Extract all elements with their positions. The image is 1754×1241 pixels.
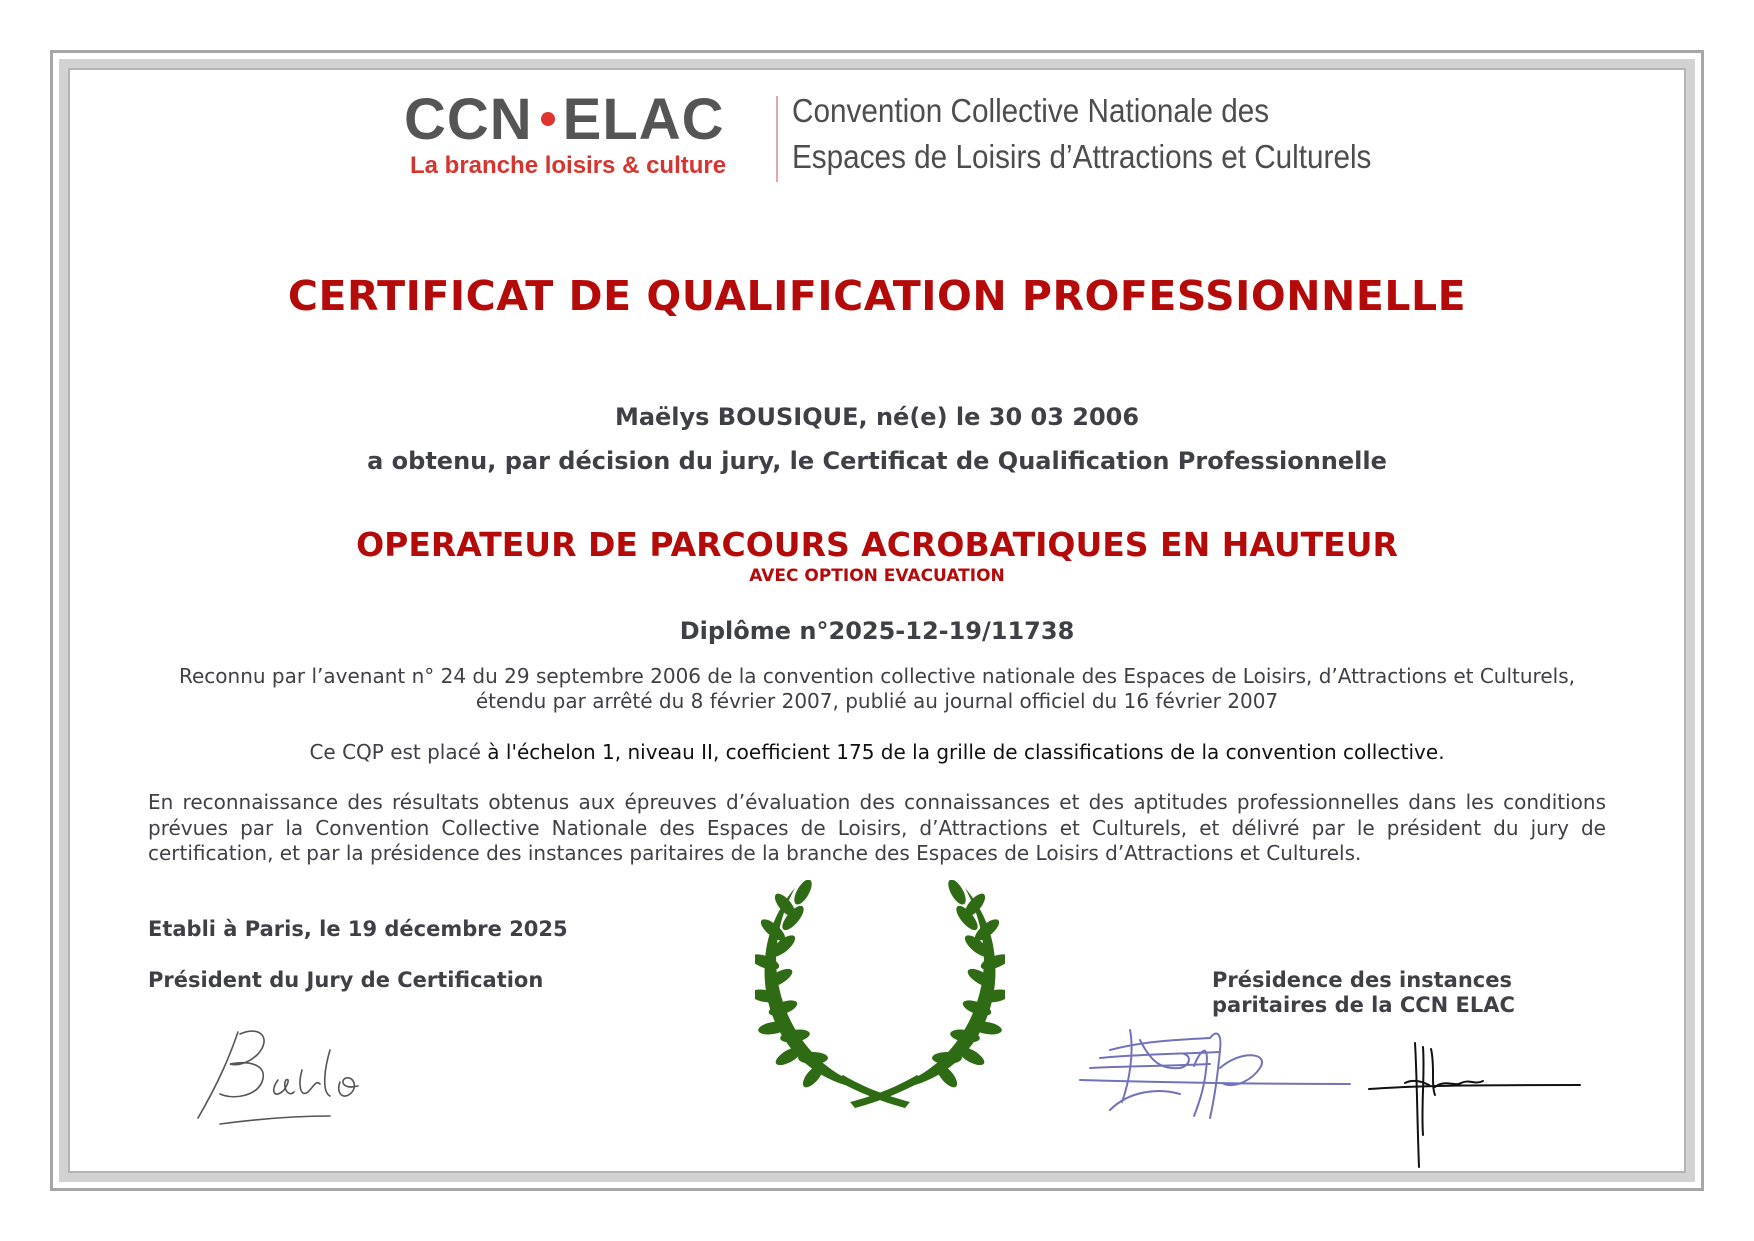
instances-stamp-signature xyxy=(1070,1010,1360,1140)
certificate-title: CERTIFICAT DE QUALIFICATION PROFESSIONNELLE xyxy=(287,272,1467,320)
holder-line: Maëlys BOUSIQUE, né(e) le 30 03 2006 xyxy=(614,403,1140,431)
jury-president-label: Président du Jury de Certification xyxy=(148,968,544,992)
qualification-option: AVEC OPTION EVACUATION xyxy=(749,566,1005,586)
ccn-elac-logo xyxy=(404,86,1372,186)
logo-separator xyxy=(776,96,778,182)
cqp-classification xyxy=(0,740,1754,764)
logo-brand xyxy=(404,86,725,153)
place-date: Etabli à Paris, le 19 décembre 2025 xyxy=(148,917,568,941)
laurel-wreath-icon xyxy=(755,880,1005,1110)
certificate-paragraph: En reconnaissance des résultats obtenus aux épreuves d’évaluation des connaissances et des aptitudes professionnelles dans les conditions prévues par la Convention Collective Nationale des Espaces de Loisirs, d’Attractions et Culturels, et délivré par le président du jury de certification, et par la présidence des instances paritaires de la branche des Espaces de Loisirs d’Attractions et Culturels. xyxy=(148,790,1606,865)
instances-label-line2: paritaires de la CCN ELAC xyxy=(1212,993,1515,1017)
cqp-prefix: Ce CQP est placé xyxy=(309,740,488,764)
recognition-line-2: étendu par arrêté du 8 février 2007, publié au journal officiel du 16 février 2007 xyxy=(475,689,1279,713)
logo-tagline: La branche loisirs & culture xyxy=(410,152,727,179)
cqp-level: à l'échelon 1, niveau II, coefficient 175 de la grille de classifications de la convention collective. xyxy=(487,740,1445,764)
logo-full-name-line1: Convention Collective Nationale des xyxy=(792,92,1270,129)
instances-president-signature xyxy=(1365,1035,1585,1175)
logo-dot-icon xyxy=(541,112,555,126)
logo-brand-right: ELAC xyxy=(562,87,725,152)
jury-president-signature xyxy=(190,1020,410,1135)
instances-label-line1: Présidence des instances xyxy=(1212,968,1512,992)
logo-full-name-line2: Espaces de Loisirs d’Attractions et Culturels xyxy=(792,138,1372,175)
logo-brand-left: CCN xyxy=(404,87,533,152)
qualification-title: OPERATEUR DE PARCOURS ACROBATIQUES EN HAUTEUR xyxy=(356,525,1398,564)
diploma-number: Diplôme n°2025-12-19/11738 xyxy=(679,617,1075,645)
recognition-line-1: Reconnu par l’avenant n° 24 du 29 septembre 2006 de la convention collective nationale des Espaces de Loisirs, d’Attractions et Culturels, xyxy=(179,664,1575,688)
obtained-line: a obtenu, par décision du jury, le Certificat de Qualification Professionnelle xyxy=(367,447,1387,475)
